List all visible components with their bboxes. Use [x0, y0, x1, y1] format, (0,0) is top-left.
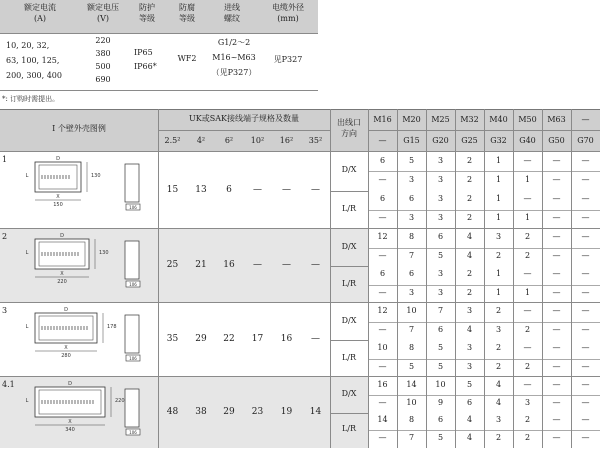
cable-entry-count: —: [552, 324, 561, 334]
direction-label-lr: L/R: [341, 203, 357, 213]
cable-entry-count: —: [581, 155, 590, 165]
cable-entry-count: 3: [437, 213, 444, 223]
group-label: 4.1: [2, 380, 15, 389]
g-size-header: G40: [519, 136, 536, 145]
cable-entry-count: —: [552, 306, 561, 316]
metric-size-header: —: [581, 115, 590, 124]
cable-entry-count: 6: [379, 194, 386, 204]
cable-entry-count: 6: [379, 269, 386, 279]
cable-entry-count: —: [378, 361, 387, 371]
voltage-values: 220 380 500 690: [95, 36, 111, 84]
cable-entry-count: 1: [495, 174, 502, 184]
cable-entry-count: —: [581, 433, 590, 443]
terminal-count: 15: [166, 184, 179, 195]
thread-values: G1/2～2 M16~M63 （见P327）: [211, 38, 257, 77]
cable-entry-count: 5: [437, 433, 444, 443]
cable-entry-count: 10: [377, 343, 388, 353]
fig-label-x: X: [56, 194, 60, 200]
cable-entry-count: 1: [524, 174, 531, 184]
cable-entry-count: —: [581, 415, 590, 425]
cable-entry-count: —: [378, 287, 387, 297]
fig-label-d: D: [64, 307, 68, 313]
direction-label-dx: D/X: [341, 165, 357, 175]
cable-entry-count: —: [552, 343, 561, 353]
fig-dim-x: 150: [53, 202, 63, 208]
cable-entry-count: 3: [466, 343, 473, 353]
cable-entry-count: 6: [437, 232, 444, 242]
cable-value: 见P327: [273, 55, 303, 64]
cable-entry-count: —: [581, 250, 590, 260]
cable-entry-count: 2: [466, 174, 473, 184]
cable-entry-count: —: [378, 174, 387, 184]
direction-label-dx: D/X: [341, 241, 357, 251]
cable-entry-count: —: [523, 194, 532, 204]
group-row: [0, 151, 600, 229]
g-size-header: G20: [432, 136, 449, 145]
cable-entry-count: 3: [495, 324, 502, 334]
cable-entry-count: 2: [466, 155, 473, 165]
cable-entry-count: 4: [466, 324, 473, 334]
corrosion-value: WF2: [177, 54, 197, 63]
terminal-count: —: [253, 184, 262, 195]
header-corrosion: 防腐 等级: [179, 3, 195, 23]
fig-label-x: X: [60, 271, 64, 277]
cable-entry-count: —: [552, 174, 561, 184]
cable-entry-count: 10: [406, 397, 417, 407]
cable-entry-count: 10: [406, 306, 417, 316]
header-thread: 进线 螺纹: [224, 3, 240, 23]
cable-entry-count: 2: [495, 433, 502, 443]
direction-label-lr: L/R: [341, 424, 357, 434]
cable-entry-count: 2: [495, 343, 502, 353]
header-direction: 出线口 方向: [337, 118, 361, 138]
fig-dim-y: 130: [91, 173, 101, 179]
cable-entry-count: 5: [466, 379, 473, 389]
terminal-count: —: [311, 184, 320, 195]
cable-entry-count: —: [378, 213, 387, 223]
cable-entry-count: 5: [408, 361, 415, 371]
cable-entry-count: 3: [408, 213, 415, 223]
cable-entry-count: 2: [495, 361, 502, 371]
cable-entry-count: 1: [495, 213, 502, 223]
cable-entry-count: 5: [408, 155, 415, 165]
cable-entry-count: 2: [466, 194, 473, 204]
terminal-count: 16: [223, 260, 235, 270]
direction-label-dx: D/X: [341, 315, 357, 325]
cable-entry-count: 3: [466, 361, 473, 371]
cable-entry-count: 4: [466, 433, 473, 443]
terminal-count: 16: [280, 334, 293, 344]
cable-entry-count: 3: [408, 174, 415, 184]
terminal-size-header: 4²: [196, 136, 206, 145]
g-size-header: G25: [461, 136, 478, 145]
enclosure-drawing: [0, 152, 158, 229]
cable-entry-count: 6: [379, 155, 386, 165]
cable-entry-count: 2: [524, 250, 531, 260]
terminal-size-header: 10²: [250, 136, 265, 145]
cable-entry-count: —: [378, 324, 387, 334]
direction-label-lr: L/R: [341, 352, 357, 362]
terminal-count: 22: [223, 334, 235, 344]
g-size-header: G70: [577, 136, 594, 145]
header-protection: 防护 等级: [139, 3, 155, 23]
cable-entry-count: 3: [524, 397, 531, 407]
cable-entry-count: 6: [408, 269, 415, 279]
cable-entry-count: —: [581, 343, 590, 353]
cable-entry-count: 6: [437, 324, 444, 334]
terminal-count: 25: [166, 260, 179, 270]
cable-entry-count: 1: [495, 287, 502, 297]
cable-entry-count: —: [552, 250, 561, 260]
cable-entry-count: —: [552, 397, 561, 407]
cable-entry-count: —: [552, 232, 561, 242]
fig-dim-y: 178: [107, 324, 117, 330]
cable-entry-count: —: [552, 213, 561, 223]
fig-side-label: 106: [129, 430, 137, 435]
cable-entry-count: 7: [408, 324, 415, 334]
terminal-count: 29: [195, 334, 207, 344]
cable-entry-count: —: [581, 361, 590, 371]
fig-dim-y: 130: [99, 250, 109, 256]
cable-entry-count: 7: [408, 250, 415, 260]
footnote: *: 订购时需提出。: [2, 95, 60, 103]
cable-entry-count: —: [378, 397, 387, 407]
cable-entry-count: 5: [437, 250, 444, 260]
cable-entry-count: 4: [466, 232, 473, 242]
metric-size-header: M50: [518, 115, 537, 124]
fig-side-label: 106: [129, 356, 137, 361]
terminal-count: 17: [251, 334, 264, 344]
fig-label-x: X: [68, 419, 72, 425]
terminal-size-header: 16²: [279, 136, 294, 145]
g-size-header: G32: [490, 136, 507, 145]
terminal-count: —: [311, 334, 320, 344]
cable-entry-count: —: [581, 306, 590, 316]
cable-entry-count: 2: [495, 306, 502, 316]
fig-label-d: D: [60, 233, 64, 239]
cable-entry-count: 4: [495, 379, 502, 389]
cable-entry-count: 2: [466, 287, 473, 297]
header-example: Ⅰ 个壁外壳图例: [52, 124, 106, 133]
fig-dim-x: 280: [61, 353, 71, 359]
cable-entry-count: 8: [408, 232, 415, 242]
current-values: 10, 20, 32, 63, 100, 125, 200, 300, 400: [6, 41, 62, 80]
terminal-count: —: [282, 260, 291, 270]
terminal-count: 13: [195, 184, 207, 195]
cable-entry-count: 2: [524, 232, 531, 242]
metric-size-header: M20: [402, 115, 421, 124]
group-label: 1: [2, 155, 8, 164]
terminal-count: —: [311, 260, 320, 270]
enclosure-drawing: [0, 303, 158, 377]
protection-values: IP65 IP66*: [134, 48, 157, 71]
fig-label-d: D: [56, 156, 60, 162]
enclosure-drawing: [0, 229, 158, 303]
cable-entry-count: 2: [466, 213, 473, 223]
cable-entry-count: 9: [437, 397, 444, 407]
direction-label-lr: L/R: [341, 278, 357, 288]
fig-label-x: X: [64, 345, 68, 351]
g-size-header: G50: [548, 136, 565, 145]
metric-size-header: M32: [460, 115, 479, 124]
group-row: [0, 302, 600, 377]
metric-size-header: M25: [431, 115, 450, 124]
cable-entry-count: 3: [466, 306, 473, 316]
cable-entry-count: 16: [377, 379, 388, 389]
fig-label-l: L: [25, 250, 29, 256]
cable-entry-count: 1: [524, 213, 531, 223]
cable-entry-count: 2: [524, 415, 531, 425]
cable-entry-count: —: [581, 232, 590, 242]
cable-entry-count: 10: [435, 379, 446, 389]
cable-entry-count: 4: [466, 250, 473, 260]
terminal-count: 29: [223, 406, 235, 417]
cable-entry-count: 8: [408, 343, 415, 353]
cable-entry-count: 6: [466, 397, 473, 407]
cable-entry-count: 3: [408, 287, 415, 297]
cable-entry-count: 3: [437, 269, 444, 279]
header-rated-voltage: 额定电压 (V): [87, 3, 119, 23]
cable-entry-count: 2: [495, 250, 502, 260]
cable-entry-count: —: [523, 155, 532, 165]
fig-label-l: L: [25, 324, 29, 330]
cable-entry-count: 5: [437, 361, 444, 371]
cable-entry-count: 4: [466, 415, 473, 425]
fig-label-l: L: [25, 398, 29, 404]
cable-entry-count: 3: [437, 174, 444, 184]
fig-label-d: D: [68, 381, 72, 387]
terminal-size-header: 6²: [224, 136, 234, 145]
cable-entry-count: —: [523, 343, 532, 353]
cable-entry-count: 2: [466, 269, 473, 279]
fig-side-label: 106: [129, 282, 137, 287]
group-row: [0, 228, 600, 303]
cable-entry-count: —: [581, 324, 590, 334]
cable-entry-count: 2: [524, 324, 531, 334]
cable-entry-count: —: [581, 287, 590, 297]
header-uk-terminals: UK或SAK接线端子规格及数量: [189, 114, 299, 123]
cable-entry-count: —: [552, 155, 561, 165]
cable-entry-count: 8: [408, 415, 415, 425]
cable-entry-count: 12: [377, 306, 388, 316]
terminal-count: —: [253, 260, 262, 270]
cable-entry-count: 4: [495, 397, 502, 407]
header-cable-diameter: 电缆外径 (mm): [272, 3, 304, 23]
cable-entry-count: —: [378, 250, 387, 260]
terminal-count: 38: [195, 406, 207, 417]
cable-entry-count: 3: [437, 287, 444, 297]
cable-entry-count: —: [378, 433, 387, 443]
terminal-size-header: 2.5²: [164, 136, 181, 145]
cable-entry-count: 1: [524, 287, 531, 297]
cable-entry-count: 3: [495, 415, 502, 425]
g-size-header: —: [378, 136, 387, 145]
fig-dim-y: 220: [115, 398, 125, 404]
terminal-count: 21: [195, 260, 207, 270]
cable-entry-count: —: [552, 361, 561, 371]
cable-entry-count: —: [552, 379, 561, 389]
cable-entry-count: 2: [524, 433, 531, 443]
terminal-count: 19: [280, 406, 293, 417]
cable-entry-count: 5: [437, 343, 444, 353]
enclosure-drawing: [0, 377, 158, 448]
cable-entry-count: 7: [408, 433, 415, 443]
cable-entry-count: 1: [495, 269, 502, 279]
terminal-size-header: 35²: [308, 136, 323, 145]
terminal-count: 48: [166, 406, 179, 417]
cable-entry-count: 3: [437, 155, 444, 165]
cable-entry-count: —: [552, 194, 561, 204]
metric-size-header: M63: [547, 115, 566, 124]
cable-entry-count: —: [581, 213, 590, 223]
cable-entry-count: 14: [406, 379, 417, 389]
fig-label-l: L: [25, 173, 29, 179]
cable-entry-count: 14: [377, 415, 388, 425]
cable-entry-count: —: [581, 194, 590, 204]
cable-entry-count: 7: [437, 306, 444, 316]
fig-dim-x: 340: [65, 427, 75, 433]
direction-label-dx: D/X: [341, 388, 357, 398]
cable-entry-count: —: [523, 379, 532, 389]
cable-entry-count: 1: [495, 155, 502, 165]
cable-entry-count: 3: [495, 232, 502, 242]
terminal-count: 35: [166, 334, 179, 344]
cable-entry-count: —: [523, 269, 532, 279]
terminal-count: 6: [226, 184, 232, 195]
cable-entry-count: 12: [377, 232, 388, 242]
fig-dim-x: 220: [57, 279, 67, 285]
group-label: 2: [2, 232, 8, 241]
cable-entry-count: —: [581, 379, 590, 389]
metric-size-header: M16: [373, 115, 392, 124]
terminal-count: 23: [251, 406, 264, 417]
cable-entry-count: 6: [437, 415, 444, 425]
cable-entry-count: 2: [524, 361, 531, 371]
cable-entry-count: —: [523, 306, 532, 316]
cable-entry-count: —: [581, 174, 590, 184]
cable-entry-count: —: [552, 269, 561, 279]
cable-entry-count: —: [581, 269, 590, 279]
group-row: [0, 376, 600, 448]
cable-entry-count: 1: [495, 194, 502, 204]
header-rated-current: 额定电流 (A): [24, 3, 56, 23]
terminal-count: —: [282, 184, 291, 195]
cable-entry-count: —: [552, 433, 561, 443]
group-label: 3: [2, 306, 8, 315]
cable-entry-count: —: [552, 287, 561, 297]
g-size-header: G15: [403, 136, 420, 145]
cable-entry-count: —: [581, 397, 590, 407]
cable-entry-count: —: [552, 415, 561, 425]
terminal-count: 14: [309, 406, 322, 417]
cable-entry-count: 6: [408, 194, 415, 204]
metric-size-header: M40: [489, 115, 508, 124]
cable-entry-count: 3: [437, 194, 444, 204]
fig-side-label: 106: [129, 205, 137, 210]
